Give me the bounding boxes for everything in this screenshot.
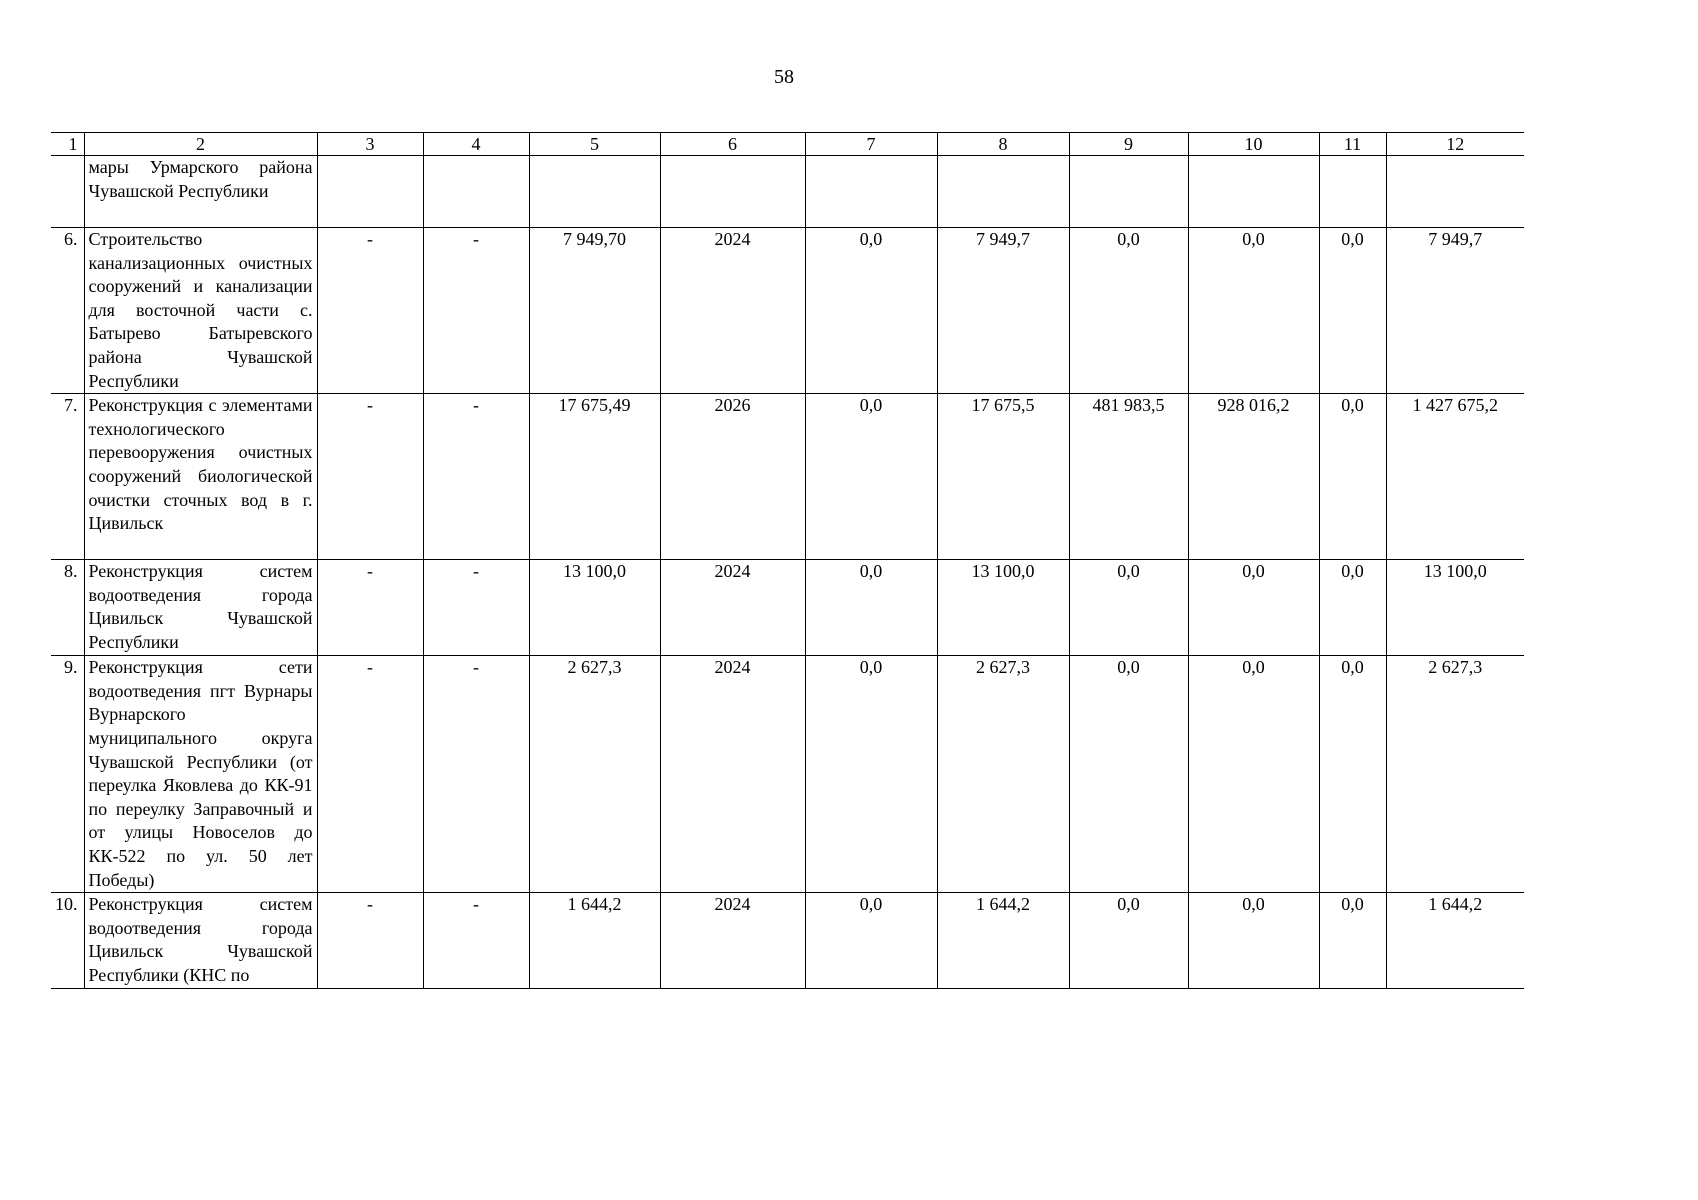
cell-col-9: 0,0 bbox=[1069, 893, 1188, 989]
object-description: Строительство канализационных очистных сооружений и канализации для восточной части с. Батырево Батыревского района Чувашской Республики bbox=[84, 228, 317, 394]
cell-col-3: - bbox=[317, 560, 423, 656]
cell-col-7: 0,0 bbox=[805, 560, 937, 656]
cell-col-6: 2024 bbox=[660, 228, 805, 394]
cell-col-4: - bbox=[423, 656, 529, 893]
cell-col-11: 0,0 bbox=[1319, 394, 1386, 560]
cell-col-6: 2026 bbox=[660, 394, 805, 560]
cell-col-12 bbox=[1386, 156, 1524, 228]
cell-col-6: 2024 bbox=[660, 656, 805, 893]
cell-col-9: 0,0 bbox=[1069, 560, 1188, 656]
cell-col-12: 2 627,3 bbox=[1386, 656, 1524, 893]
cell-col-5: 1 644,2 bbox=[529, 893, 660, 989]
cell-col-5: 2 627,3 bbox=[529, 656, 660, 893]
column-header: 11 bbox=[1319, 133, 1386, 156]
column-header: 1 bbox=[51, 133, 84, 156]
cell-col-8: 1 644,2 bbox=[937, 893, 1069, 989]
cell-col-9: 0,0 bbox=[1069, 228, 1188, 394]
cell-col-5: 7 949,70 bbox=[529, 228, 660, 394]
cell-col-4: - bbox=[423, 560, 529, 656]
budget-table bbox=[51, 132, 1524, 989]
cell-col-3 bbox=[317, 156, 423, 228]
row-number: 9. bbox=[51, 656, 84, 893]
column-header: 9 bbox=[1069, 133, 1188, 156]
table-row bbox=[51, 656, 1524, 893]
cell-col-8: 13 100,0 bbox=[937, 560, 1069, 656]
cell-col-3: - bbox=[317, 893, 423, 989]
column-header: 10 bbox=[1188, 133, 1319, 156]
cell-col-7: 0,0 bbox=[805, 893, 937, 989]
cell-col-9: 481 983,5 bbox=[1069, 394, 1188, 560]
cell-col-12: 1 427 675,2 bbox=[1386, 394, 1524, 560]
object-description: Реконструкция сети водоотведения пгт Вурнары Вурнарского муниципального округа Чувашской Республики (от переулка Яковлева до КК-91 по переулку Заправочный и от улицы Новоселов до КК-522 по ул. 50 лет Победы) bbox=[84, 656, 317, 893]
row-number: 10. bbox=[51, 893, 84, 989]
column-header: 5 bbox=[529, 133, 660, 156]
cell-col-8 bbox=[937, 156, 1069, 228]
column-header: 6 bbox=[660, 133, 805, 156]
cell-col-3: - bbox=[317, 228, 423, 394]
cell-col-11: 0,0 bbox=[1319, 228, 1386, 394]
cell-col-11: 0,0 bbox=[1319, 560, 1386, 656]
cell-col-10 bbox=[1188, 156, 1319, 228]
object-description: Реконструкция систем водоотведения города Цивильск Чувашской Республики (КНС по bbox=[84, 893, 317, 989]
cell-col-4: - bbox=[423, 893, 529, 989]
cell-col-10: 928 016,2 bbox=[1188, 394, 1319, 560]
cell-col-5: 13 100,0 bbox=[529, 560, 660, 656]
cell-col-7: 0,0 bbox=[805, 228, 937, 394]
column-header: 12 bbox=[1386, 133, 1524, 156]
cell-col-11: 0,0 bbox=[1319, 656, 1386, 893]
table-header-row bbox=[51, 133, 1524, 156]
cell-col-12: 7 949,7 bbox=[1386, 228, 1524, 394]
cell-col-12: 1 644,2 bbox=[1386, 893, 1524, 989]
column-header: 2 bbox=[84, 133, 317, 156]
object-description: мары Урмарского района Чувашской Республики bbox=[84, 156, 317, 228]
cell-col-4: - bbox=[423, 228, 529, 394]
cell-col-7: 0,0 bbox=[805, 394, 937, 560]
object-description: Реконструкция с элементами технологического перевооружения очистных сооружений биологической очистки сточных вод в г. Цивильск bbox=[84, 394, 317, 560]
cell-col-10: 0,0 bbox=[1188, 656, 1319, 893]
cell-col-3: - bbox=[317, 394, 423, 560]
cell-col-10: 0,0 bbox=[1188, 560, 1319, 656]
cell-col-7: 0,0 bbox=[805, 656, 937, 893]
row-number: 8. bbox=[51, 560, 84, 656]
table-row bbox=[51, 560, 1524, 656]
column-header: 7 bbox=[805, 133, 937, 156]
page-number: 58 bbox=[774, 66, 794, 88]
cell-col-9 bbox=[1069, 156, 1188, 228]
table-row bbox=[51, 394, 1524, 560]
cell-col-4 bbox=[423, 156, 529, 228]
cell-col-8: 17 675,5 bbox=[937, 394, 1069, 560]
row-number bbox=[51, 156, 84, 228]
cell-col-9: 0,0 bbox=[1069, 656, 1188, 893]
cell-col-6 bbox=[660, 156, 805, 228]
table-row bbox=[51, 893, 1524, 989]
cell-col-6: 2024 bbox=[660, 560, 805, 656]
column-header: 8 bbox=[937, 133, 1069, 156]
cell-col-12: 13 100,0 bbox=[1386, 560, 1524, 656]
cell-col-8: 7 949,7 bbox=[937, 228, 1069, 394]
cell-col-10: 0,0 bbox=[1188, 228, 1319, 394]
object-description: Реконструкция систем водоотведения города Цивильск Чувашской Республики bbox=[84, 560, 317, 656]
cell-col-3: - bbox=[317, 656, 423, 893]
cell-col-6: 2024 bbox=[660, 893, 805, 989]
column-header: 3 bbox=[317, 133, 423, 156]
row-number: 7. bbox=[51, 394, 84, 560]
column-header: 4 bbox=[423, 133, 529, 156]
cell-col-5: 17 675,49 bbox=[529, 394, 660, 560]
cell-col-5 bbox=[529, 156, 660, 228]
cell-col-7 bbox=[805, 156, 937, 228]
table-row bbox=[51, 156, 1524, 228]
row-number: 6. bbox=[51, 228, 84, 394]
cell-col-8: 2 627,3 bbox=[937, 656, 1069, 893]
cell-col-10: 0,0 bbox=[1188, 893, 1319, 989]
cell-col-11: 0,0 bbox=[1319, 893, 1386, 989]
table-row bbox=[51, 228, 1524, 394]
cell-col-4: - bbox=[423, 394, 529, 560]
cell-col-11 bbox=[1319, 156, 1386, 228]
